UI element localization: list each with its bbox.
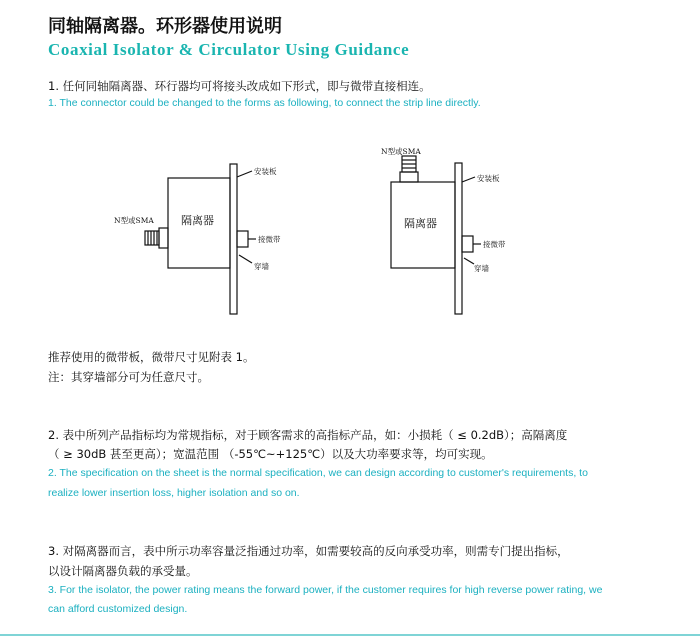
section2-text-cn-1: 2. 表中所列产品指标均为常规指标，对于顾客需求的高指标产品，如：小损耗（ ≤ 0.2dB）；高隔离度 — [48, 428, 568, 442]
wall-label-left: 穿墙 — [254, 262, 269, 271]
wall-leader-right — [464, 258, 474, 264]
strip-label-left: 接微带 — [258, 235, 281, 244]
section2-text-en-1: 2. The specification on the sheet is the normal specification, we can design according to customer's requirements, to — [48, 467, 588, 479]
connector-diagrams — [0, 130, 700, 330]
section3-text-cn-2: 以设计隔离器负载的承受量。 — [48, 564, 198, 578]
plate-leader-left — [237, 171, 252, 177]
section1-text-cn: 1. 任何同轴隔离器、环行器均可将接头改成如下形式，即与微带直接相连。 — [48, 79, 431, 93]
plate-leader-right — [462, 177, 475, 182]
note-line-1: 推荐使用的微带板，微带尺寸见附表 1。 — [48, 350, 255, 364]
plate-label-right: 安装板 — [477, 174, 500, 183]
connector-label-right: N型或SMA — [381, 147, 421, 156]
diagram-left — [114, 164, 281, 314]
isolator-label-left: 隔离器 — [181, 214, 214, 227]
section3-text-cn-1: 3. 对隔离器而言，表中所示功率容量泛指通过功率，如需要较高的反向承受功率，则需专门提出指标， — [48, 544, 569, 558]
note-line-2: 注：其穿墙部分可为任意尺寸。 — [48, 370, 209, 384]
wall-leader-left — [239, 255, 252, 263]
wall-label-right: 穿墙 — [474, 264, 489, 273]
isolator-label-right: 隔离器 — [404, 217, 437, 230]
section2-text-en-2: realize lower insertion loss, higher isolation and so on. — [48, 487, 300, 499]
connector-neck-right — [400, 172, 418, 182]
bottom-divider — [0, 634, 700, 636]
page-title-en: Coaxial Isolator & Circulator Using Guidance — [48, 40, 410, 59]
strip-label-right: 接微带 — [483, 240, 506, 249]
plate-label-left: 安装板 — [254, 167, 277, 176]
mounting-plate-right — [455, 163, 462, 314]
strip-pin-left — [237, 231, 248, 247]
section1-text-en: 1. The connector could be changed to the forms as following, to connect the strip line directly. — [48, 97, 481, 109]
connector-neck-left — [159, 228, 168, 248]
section2-text-cn-2: （ ≥ 30dB 甚至更高）；宽温范围 （-55℃~+125℃）以及大功率要求等，均可实现。 — [48, 447, 493, 461]
mounting-plate-left — [230, 164, 237, 314]
connector-label-left: N型或SMA — [114, 216, 154, 225]
section3-text-en-2: can afford customized design. — [48, 603, 188, 615]
diagram-right — [381, 146, 506, 314]
section3-text-en-1: 3. For the isolator, the power rating means the forward power, if the customer requires for high reverse power rating, we — [48, 584, 603, 596]
page-title-cn: 同轴隔离器。环形器使用说明 — [48, 16, 282, 37]
strip-pin-right — [462, 236, 473, 252]
